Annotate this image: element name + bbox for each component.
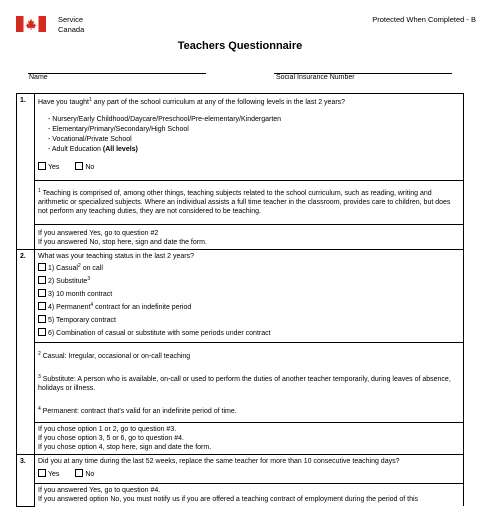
question-2-instructions xyxy=(35,423,464,455)
question-3-answers xyxy=(38,469,460,479)
footnote-casual: $^2$ Casual: Irregular, occasional or on-call teaching xyxy=(38,351,191,360)
level-item-adult: - Adult Education (All levels) xyxy=(48,146,138,153)
q2-option: 4) Permanent$^4$ contract for an indefinite period xyxy=(38,301,460,312)
q2-option-5-checkbox[interactable] xyxy=(38,315,46,323)
q2-option: 1) Casual$^2$ on call xyxy=(38,262,460,273)
protected-label: Protected When Completed - B xyxy=(372,15,476,24)
level-item: - Elementary/Primary/Secondary/High School xyxy=(48,126,189,133)
level-item: - Nursery/Early Childhood/Daycare/Preschool/Pre-elementary/Kindergarten xyxy=(48,116,282,123)
q2-option-6-checkbox[interactable] xyxy=(38,328,46,336)
q2-option-1-checkbox[interactable] xyxy=(38,263,46,271)
question-3-instructions-row xyxy=(17,484,464,507)
q2-option: 2) Substitute$^3$ xyxy=(38,275,460,286)
question-1-answers xyxy=(38,162,460,172)
question-2-instructions-row xyxy=(17,423,464,455)
q3-no-checkbox[interactable] xyxy=(75,469,83,477)
question-1-instructions xyxy=(35,225,464,250)
org-line-1: Service xyxy=(58,15,84,24)
question-1-footnote: $^1$ Teaching is comprised of, among other things, teaching subjects related to the school curriculum, such as reading, writing and arithmetic or specialized subjects. Where an individual assists a full time teacher in the classroom, provides care to children, but does not perform any teaching duties, they are not considered to be teaching. xyxy=(35,181,464,225)
q2-option-4-checkbox[interactable] xyxy=(38,302,46,310)
q2-option: 6) Combination of casual or substitute with some periods under contract xyxy=(38,327,460,338)
question-2-row xyxy=(17,250,464,343)
question-2-number: 2. xyxy=(17,250,35,455)
canada-flag-icon xyxy=(16,16,46,32)
question-3-instructions xyxy=(35,484,464,507)
question-2-footnotes xyxy=(35,343,464,423)
question-1-text: Have you taught$^1$ any part of the school curriculum at any of the following levels in the last 2 years? xyxy=(38,97,346,106)
question-3-row xyxy=(17,455,464,484)
page-title: Teachers Questionnaire xyxy=(177,40,303,52)
q2-option: 3) 10 month contract xyxy=(38,288,460,299)
q2-instruction-1: If you chose option 1 or 2, go to question #3. xyxy=(38,426,177,433)
question-2-footnotes-row xyxy=(17,343,464,423)
q2-option-2-checkbox[interactable] xyxy=(38,276,46,284)
q3-yes-label: Yes xyxy=(48,471,60,478)
q1-instruction-yes: If you answered Yes, go to question #2 xyxy=(38,230,159,237)
questionnaire-table xyxy=(16,93,464,507)
question-2-body xyxy=(35,250,464,343)
question-2-text: What was your teaching status in the last 2 years? xyxy=(38,253,195,260)
q2-instruction-3: If you chose option 4, stop here, sign and date the form. xyxy=(38,444,212,451)
q3-no-label: No xyxy=(85,471,95,478)
org-line-2: Canada xyxy=(58,25,85,34)
level-item: - Vocational/Private School xyxy=(48,136,132,143)
question-1-instructions-row xyxy=(17,225,464,250)
name-field-line[interactable] xyxy=(28,73,206,74)
q3-yes-checkbox[interactable] xyxy=(38,469,46,477)
q2-option: 5) Temporary contract xyxy=(38,314,460,325)
q3-instruction-no: If you answered option No, you must notify us if you are offered a teaching contract of employment during the period of this xyxy=(38,496,419,503)
question-1-body xyxy=(35,94,464,181)
q1-yes-checkbox[interactable] xyxy=(38,162,46,170)
question-1-row xyxy=(17,94,464,181)
q2-instruction-2: If you chose option 3, 5 or 6, go to question #4. xyxy=(38,435,184,442)
footnote-substitute: $^3$ Substitute: A person who is available, on-call or used to perform the duties of another teacher temporarily, during leaves of absence, holidays or illness. xyxy=(38,374,451,392)
q1-yes-label: Yes xyxy=(48,164,60,171)
name-label: Name xyxy=(29,74,48,81)
q1-no-checkbox[interactable] xyxy=(75,162,83,170)
question-1-footnote-row xyxy=(17,181,464,225)
footnote-permanent: $^4$ Permanent: contract that's valid for an indefinite period of time. xyxy=(38,406,237,415)
q1-instruction-no: If you answered No, stop here, sign and date the form. xyxy=(38,239,207,246)
question-3-number: 3. xyxy=(17,455,35,507)
sin-label: Social Insurance Number xyxy=(276,74,355,81)
question-3-text: Did you at any time during the last 52 weeks, replace the same teacher for more than 10 consecutive teaching days? xyxy=(38,458,400,465)
q2-option-3-checkbox[interactable] xyxy=(38,289,46,297)
service-canada-wordmark xyxy=(58,15,84,35)
q1-no-label: No xyxy=(85,164,95,171)
q3-instruction-yes: If you answered Yes, go to question #4. xyxy=(38,487,161,494)
question-3-body xyxy=(35,455,464,484)
question-1-number: 1. xyxy=(17,94,35,250)
